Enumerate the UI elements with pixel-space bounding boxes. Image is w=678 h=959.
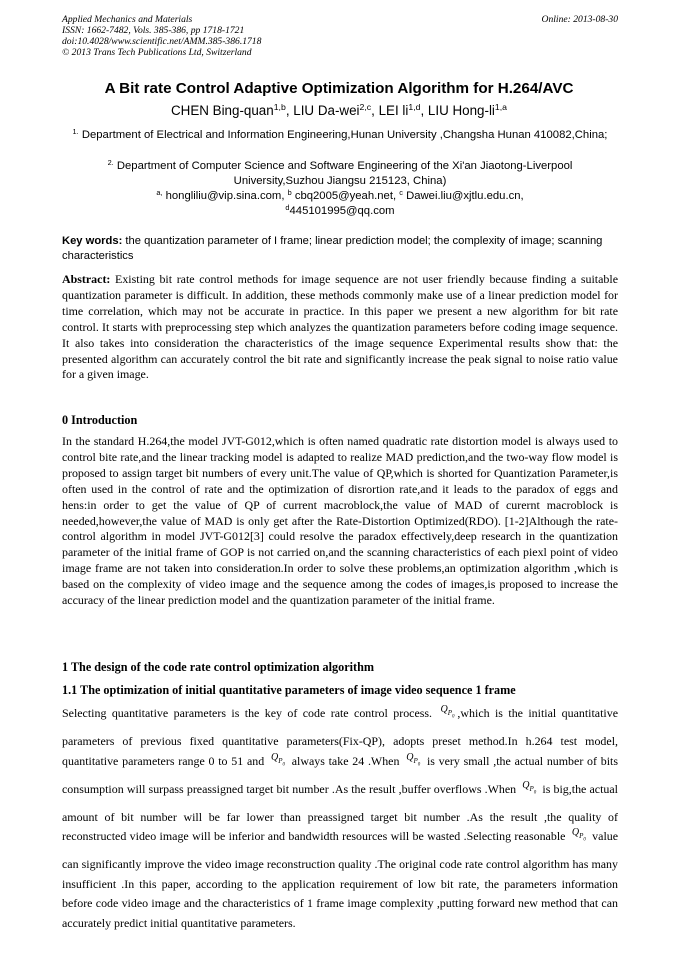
doi-line: doi:10.4028/www.scientific.net/AMM.385-386.1718 [62, 36, 262, 47]
email-line [70, 189, 610, 220]
affiliation-text: Department of Computer Science and Software Engineering of the Xi'an Jiaotong-Liverpool University,Suzhou Jiangsu 215123, China) [116, 160, 573, 188]
email-sup: d [285, 203, 290, 213]
qp0-symbol: QP0 [522, 779, 537, 795]
email-sup: b [287, 187, 292, 197]
paragraph-text: Selecting quantitative parameters is the key of code rate control process. [62, 706, 433, 720]
author-sup: 2,c [359, 102, 372, 113]
affiliation-number: 2. [107, 157, 114, 167]
paragraph-text: is big,the actual amount of bit number will be far lower than preassigned target bit number .As the result ,the quality of reconstructed video image will be inferior and bandwidth resources will be wasted .Selecting reasonable [62, 781, 618, 844]
online-date: Online: 2013-08-30 [541, 14, 618, 25]
email-sup: c [399, 187, 403, 197]
qp0-symbol: QP0 [406, 751, 421, 767]
affiliation-1 [70, 128, 610, 143]
paragraph-text: value can significantly improve the video image reconstruction quality .The original code rate control algorithm has many insufficient .In this paper, according to the application requirement of low bit rate, the parameters information before code video image and the characteristics of 1 frame image complexity ,putting forward new method that can accurately predict initial quantitative parameters. [62, 829, 619, 930]
qp0-symbol: QP0 [270, 751, 285, 767]
author-list: CHEN Bing-quan$^{1,b}$, LIU Da-wei$^{2,c}$, LEI li$^{1,d}$, LIU Hong-li$^{1,a}$ [170, 102, 508, 118]
abstract [62, 272, 618, 383]
issn-line: ISSN: 1662-7482, Vols. 385-386, pp 1718-1721 [62, 25, 245, 36]
keywords-text: the quantization parameter of I frame; linear prediction model; the complexity of image; scanning characteristics [62, 235, 603, 262]
paragraph-text: is very small ,the actual number of bits consumption will surpass preassigned target bit number .As the result ,buffer overflows .When [62, 753, 619, 796]
email-sup: a, [156, 187, 163, 197]
keywords-label: Key words: [62, 235, 123, 247]
paragraph-text: always take 24 .When [291, 753, 400, 768]
affiliation-text: Department of Electrical and Information Engineering,Hunan University ,Changsha Hunan 410082,China; [81, 129, 608, 141]
affiliation-2 [70, 159, 610, 190]
abstract-label: Abstract: [62, 272, 111, 286]
keywords [62, 234, 618, 264]
journal-header [62, 14, 618, 58]
qp0-symbol: QP0 [440, 704, 455, 720]
affiliation-number: 1. [72, 126, 79, 136]
abstract-text: Existing bit rate control methods for image sequence are not user friendly because finding a suitable quantization parameter is difficult. In addition, these methods commonly make use of a linear prediction model for time correlation, which may not be accurate in practice. In this paper we present a new algorithm for bit rate control. It starts with preprocessing step which analyzes the quantization parameters before coding image sequence. It also takes into consideration the characteristics of the image sequence Experimental results show that: the presented algorithm can accurately control the bit rate and significantly increase the peak signal to noise ratio value for a given image. [62, 272, 619, 382]
email-a: hongliliu@vip.sina.com, [165, 190, 285, 202]
author-sup: 1,b [273, 102, 286, 113]
qp0-symbol: QP0 [571, 827, 586, 843]
paper-title: A Bit rate Control Adaptive Optimization Algorithm for H.264/AVC [104, 80, 574, 97]
author-name: LEI li [378, 103, 409, 118]
author-name: CHEN Bing-quan [170, 103, 274, 118]
section-heading-introduction: 0 Introduction [62, 413, 138, 427]
author-sup: 1,d [408, 102, 421, 113]
journal-name: Applied Mechanics and Materials [62, 14, 193, 25]
author-name: LIU Da-wei [293, 103, 360, 118]
author-name: LIU Hong-li [427, 103, 495, 118]
introduction-paragraph: In the standard H.264,the model JVT-G012,which is often named quadratic rate distortion model is always used to control bite rate,and the linear tracking model is adapted to realize MAD prediction,and the two-way flow model is proposed to assign target bit numbers of every unit.The value of QP,which is shorted for Quantization Parameter,is often used in the control of rate and the optimization of disrortion rate,and it leads to the paradox of eggs and hens:in order to get the value of QP of current macroblock,the value of MAD of curernt macroblock is needed,however,the value of MAD is only get after the Rate-Distortion Optimized(RDO). [1-2]Although the rate-control algorithm in model JVT-G012[3] could resolve the paradox effectively,deep research in the quantization parameter of the initial frame of GOP is not carried on,and the scanning characteristics of each piexl point of video image frame are not taken into consideration.In order to solve these problems,an optimization algorithm ,which is based on the complexity of video image and the sequence among the codes of images,is proposed to increase the accuracy of the linear prediction model and the quantization parameter of the initial frame. [62, 434, 618, 608]
paragraph-text: ,which is the initial quantitative parameters of previous fixed quantitative parameters(Fix-QP), adopts preset method.In h.264 test model, quantitative parameters range 0 to 51 and [62, 706, 618, 768]
section-heading-design: 1 The design of the code rate control optimization algorithm [62, 660, 374, 674]
author-sup: 1,a [494, 102, 508, 113]
copyright-line: © 2013 Trans Tech Publications Ltd, Switzerland [62, 47, 252, 58]
section-1-1-paragraph [62, 704, 618, 934]
subsection-heading: 1.1 The optimization of initial quantitative parameters of image video sequence 1 frame [62, 683, 516, 697]
email-b: cbq2005@yeah.net, [294, 190, 397, 202]
email-d: 445101995@qq.com [289, 205, 395, 218]
email-c: Dawei.liu@xjtlu.edu.cn, [406, 190, 524, 202]
